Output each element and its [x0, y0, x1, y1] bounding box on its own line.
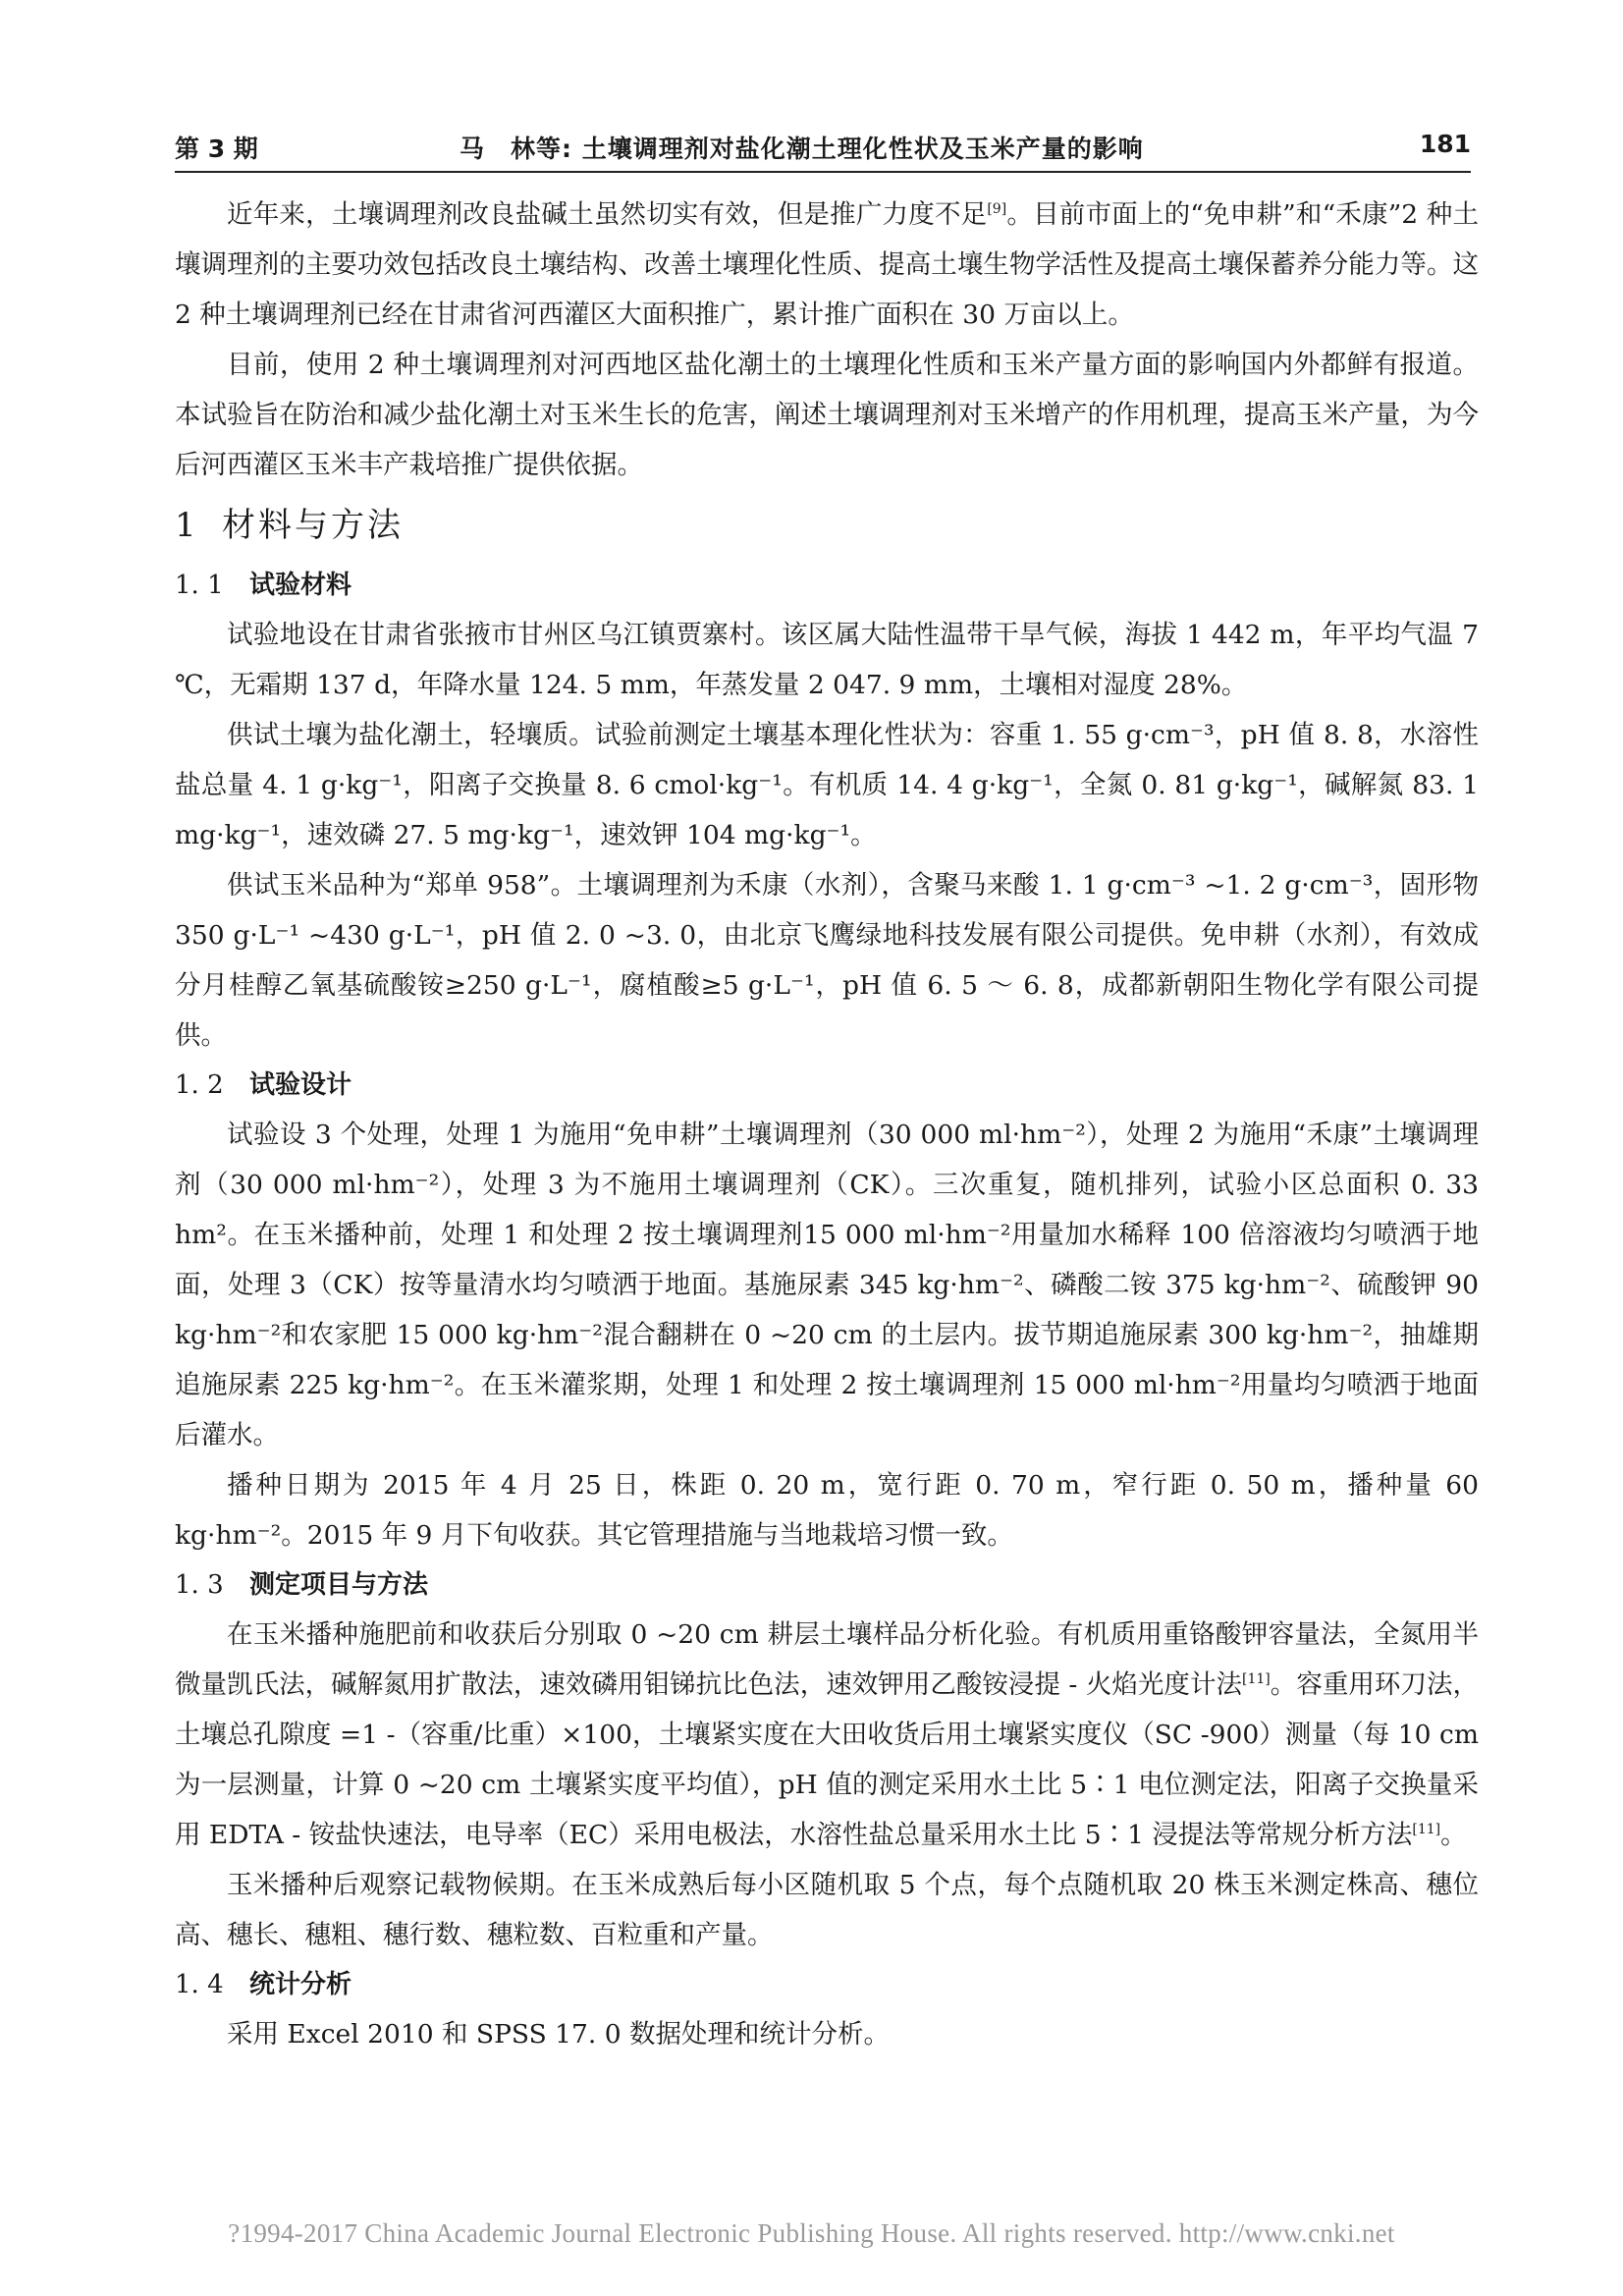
article-body	[175, 190, 1479, 2059]
section-title: 材料与方法	[222, 506, 404, 545]
subsection-title: 统计分析	[249, 1970, 352, 1999]
intro-paragraph-1	[175, 190, 1479, 340]
copyright-footer: ?1994-2017 China Academic Journal Electronic Publishing House. All rights reserved. http://www.cnki.net	[228, 2218, 1395, 2248]
citation-11: [11]	[1242, 1671, 1271, 1688]
design-paragraph-1: 试验设 3 个处理，处理 1 为施用“免申耕”土壤调理剂（30 000 ml·hm⁻²），处理 2 为施用“禾康”土壤调理剂（30 000 ml·hm⁻²），处理 3 为不施用土壤调理剂（CK）。三次重复，随机排列，试验小区总面积 0. 33 hm²。在玉米播种前，处理 1 和处理 2 按土壤调理剂15 000 ml·hm⁻²用量加水稀释 100 倍溶液均匀喷洒于地面，处理 3（CK）按等量清水均匀喷洒于地面。基施尿素 345 kg·hm⁻²、磷酸二铵 375 kg·hm⁻²、硫酸钾 90 kg·hm⁻²和农家肥 15 000 kg·hm⁻²混合翻耕在 0 ~20 cm 的土层内。拔节期追施尿素 300 kg·hm⁻²，抽雄期追施尿素 225 kg·hm⁻²。在玉米灌浆期，处理 1 和处理 2 按土壤调理剂 15 000 ml·hm⁻²用量均匀喷洒于地面后灌水。	[175, 1120, 1479, 1450]
subsection-title: 测定项目与方法	[249, 1570, 429, 1600]
subsection-number: 1. 4	[175, 1970, 224, 1999]
materials-paragraph-2: 供试土壤为盐化潮土，轻壤质。试验前测定土壤基本理化性状为：容重 1. 55 g·cm⁻³，pH 值 8. 8，水溶性盐总量 4. 1 g·kg⁻¹，阳离子交换量 8. 6 cmol·kg⁻¹。有机质 14. 4 g·kg⁻¹，全氮 0. 81 g·kg⁻¹，碱解氮 83. 1 mg·kg⁻¹，速效磷 27. 5 mg·kg⁻¹，速效钾 104 mg·kg⁻¹。	[175, 720, 1479, 850]
page-number: 181	[1419, 130, 1471, 158]
subsection-heading-1-2	[175, 1061, 1479, 1110]
methods-p1-text: 在玉米播种施肥前和收获后分别取 0 ~20 cm 耕层土壤样品分析化验。有机质用重铬酸钾容量法，全氮用半微量凯氏法，碱解氮用扩散法，速效磷用钼锑抗比色法，速效钾用乙酸铵浸提 - 火焰光度计法	[175, 1619, 1479, 1700]
methods-p1-end: 。	[1440, 1820, 1467, 1850]
subsection-heading-1-1	[175, 561, 1479, 610]
materials-paragraph-1: 试验地设在甘肃省张掖市甘州区乌江镇贾寨村。该区属大陆性温带干旱气候，海拔 1 442 m，年平均气温 7 ℃，无霜期 137 d，年降水量 124. 5 mm，年蒸发量 2 047. 9 mm，土壤相对湿度 28%。	[175, 620, 1479, 700]
methods-p1-rest: 。容重用环刀法，土壤总孔隙度 =1 -（容重/比重）×100，土壤紧实度在大田收货后用土壤紧实度仪（SC -900）测量（每 10 cm 为一层测量，计算 0 ~20 cm 土壤紧实度平均值），pH 值的测定采用水土比 5∶1 电位测定法，阳离子交换量采用 EDTA - 铵盐快速法，电导率（EC）采用电极法，水溶性盐总量采用水土比 5∶1 浸提法等常规分析方法	[175, 1669, 1479, 1850]
statistics-paragraph-1: 采用 Excel 2010 和 SPSS 17. 0 数据处理和统计分析。	[227, 2019, 891, 2050]
issue-number: 第 3 期	[175, 135, 258, 163]
section-number: 1	[175, 506, 199, 545]
subsection-heading-1-3	[175, 1560, 1479, 1610]
subsection-number: 1. 2	[175, 1070, 224, 1100]
section-heading-1	[175, 496, 1479, 555]
subsection-title: 试验设计	[249, 1070, 352, 1100]
intro-p1-text: 近年来，土壤调理剂改良盐碱土虽然切实有效，但是推广力度不足	[227, 199, 988, 230]
citation-9: [9]	[987, 201, 1007, 218]
methods-paragraph-1	[175, 1610, 1479, 1860]
subsection-title: 试验材料	[249, 571, 352, 600]
running-header	[175, 126, 1471, 173]
subsection-number: 1. 3	[175, 1570, 224, 1600]
materials-paragraph-3: 供试玉米品种为“郑单 958”。土壤调理剂为禾康（水剂），含聚马来酸 1. 1 g·cm⁻³ ~1. 2 g·cm⁻³，固形物 350 g·L⁻¹ ~430 g·L⁻¹，pH 值 2. 0 ~3. 0，由北京飞鹰绿地科技发展有限公司提供。免申耕（水剂），有效成分月桂醇乙氧基硫酸铵≥250 g·L⁻¹，腐植酸≥5 g·L⁻¹，pH 值 6. 5 ～ 6. 8，成都新朝阳生物化学有限公司提供。	[175, 870, 1479, 1051]
subsection-heading-1-4	[175, 1960, 1479, 2009]
running-title: 马 林等: 土壤调理剂对盐化潮土理化性状及玉米产量的影响	[460, 135, 1144, 163]
design-paragraph-2: 播种日期为 2015 年 4 月 25 日，株距 0. 20 m，宽行距 0. 70 m，窄行距 0. 50 m，播种量 60 kg·hm⁻²。2015 年 9 月下旬收获。其它管理措施与当地栽培习惯一致。	[175, 1470, 1479, 1551]
citation-11-second: [11]	[1412, 1822, 1441, 1838]
subsection-number: 1. 1	[175, 571, 224, 600]
intro-p1-rest: 。目前市面上的“免申耕”和“禾康”2 种土壤调理剂的主要功效包括改良土壤结构、改善土壤理化性质、提高土壤生物学活性及提高土壤保蓄养分能力等。这 2 种土壤调理剂已经在甘肃省河西灌区大面积推广，累计推广面积在 30 万亩以上。	[175, 199, 1479, 330]
methods-paragraph-2: 玉米播种后观察记载物候期。在玉米成熟后每小区随机取 5 个点，每个点随机取 20 株玉米测定株高、穗位高、穗长、穗粗、穗行数、穗粒数、百粒重和产量。	[175, 1870, 1479, 1950]
intro-paragraph-2: 目前，使用 2 种土壤调理剂对河西地区盐化潮土的土壤理化性质和玉米产量方面的影响国内外都鲜有报道。本试验旨在防治和减少盐化潮土对玉米生长的危害，阐述土壤调理剂对玉米增产的作用机理，提高玉米产量，为今后河西灌区玉米丰产栽培推广提供依据。	[175, 350, 1479, 480]
